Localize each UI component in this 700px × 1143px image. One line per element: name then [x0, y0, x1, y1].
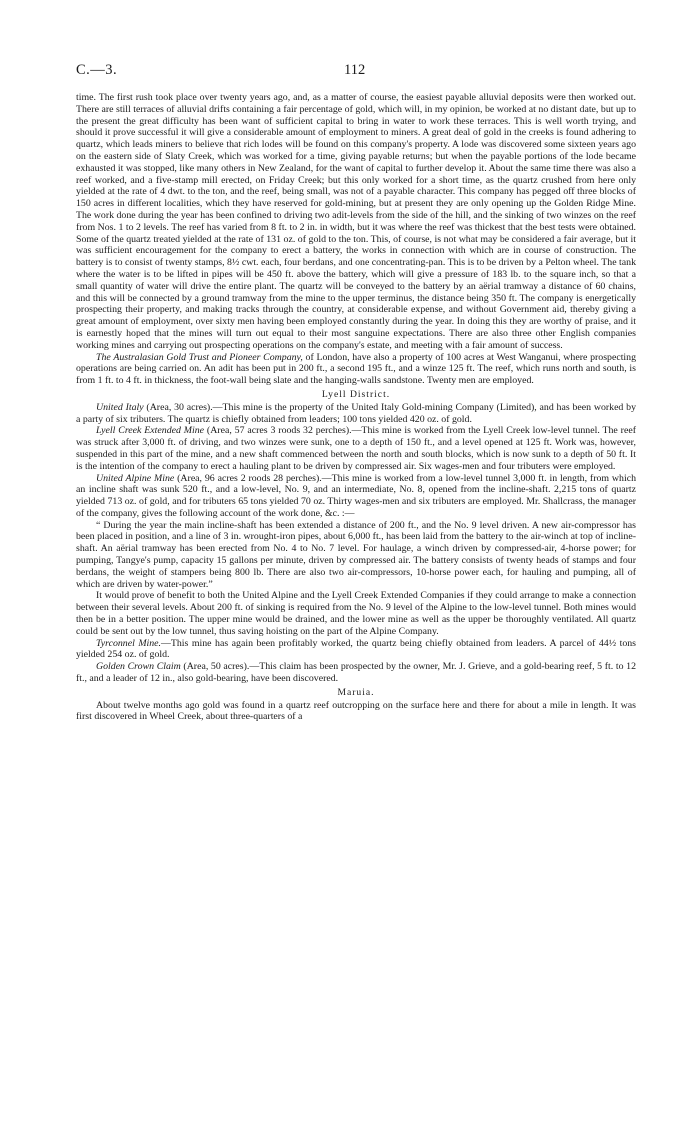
paragraph-lyell-creek-extended: [76, 425, 636, 472]
paragraph-text: of London, have also a property of 100 acres at West Wanganui, where prospecting operations are being carried on. An adit has been put in 200 ft., a second 195 ft., and a winze 125 ft. The reef, which runs north and south, is from 1 ft. to 4 ft. in thickness, the foot-wall being slate and the hanging-walls sandstone. Twenty men are employed.: [76, 351, 637, 387]
paragraph-text: (Area, 30 acres).—This mine is the property of the United Italy Gold-mining Company (Limited), and has been worked by a party of six tributers. The quartz is chiefly obtained from leaders; 100 tons yielded 420 oz. of gold.: [76, 401, 636, 425]
company-name: The Australasian Gold Trust and Pioneer Company,: [96, 351, 303, 363]
paragraph-text: About twelve months ago gold was found in a quartz reef outcropping on the surface here and there for about a mile in length. It was first discovered in Wheel Creek, about three-quarters of a: [76, 699, 636, 723]
paragraph-golden-ridge: [76, 92, 636, 352]
paragraph-text: (Area, 96 acres 2 roods 28 perches).—This mine is worked from a low-level tunnel 3,000 ft. in length, from which an incline shaft was sunk 520 ft., and a low-level, No. 9, and an intermediate, No. 8, opened from the incline-shaft. 2,215 tons of quartz yielded 713 oz. of gold, and for tributers 65 tons yielded 70 oz. Thirty wages-men and six tributers are employed. Mr. Shallcrass, the manager of the company, gives the following account of the work done, &c. :—: [76, 472, 636, 519]
section-heading-maruia: Maruia.: [337, 686, 375, 698]
document-reference: C.—3.: [76, 62, 118, 78]
paragraph-manager-quote: [76, 520, 636, 591]
paragraph-connection-proposal: [76, 590, 636, 637]
paragraph-text: —This mine has again been profitably worked, the quartz being chiefly obtained from leaders. A parcel of 44½ tons yielded 254 oz. of gold.: [76, 637, 636, 661]
paragraph-text: It would prove of benefit to both the United Alpine and the Lyell Creek Extended Companies if they could arrange to make a connection between their several levels. About 200 ft. of sinking is required from the No. 9 level of the Alpine to the low-level tunnel. Both mines would then be in a better position. The upper mine would be drained, and the lower mine as well as the upper be thoroughly ventilated. All quartz could be sent out by the low tunnel, thus saving hoisting on the part of the Alpine Company.: [76, 590, 636, 637]
paragraph-australasian-gold-trust: [76, 352, 636, 387]
paragraph-text: (Area, 57 acres 3 roods 32 perches).—This mine is worked from the Lyell Creek low-level tunnel. The reef was struck after 3,000 ft. of driving, and two winzes were sunk, one to a depth of 150 ft., and a level opened at 125 ft. Work was, however, suspended in this part of the mine, and a new shaft commenced between the north and south blocks, which is now sunk to a depth of 50 ft. It is the intention of the company to erect a hauling plant to be driven by compressed air. Six wages-men and four tributers were employed.: [76, 425, 636, 472]
mine-name: Tyrconnel Mine.: [96, 637, 162, 649]
paragraph-united-italy: [76, 402, 636, 426]
page-number: 112: [344, 62, 366, 78]
mine-name: United Italy: [96, 401, 144, 413]
paragraph-text: (Area, 50 acres).—This claim has been prospected by the owner, Mr. J. Grieve, and a gold-bearing reef, 5 ft. to 12 ft., and a leader of 12 in., also gold-bearing, have been discovered.: [76, 661, 636, 685]
section-heading-lyell-district: Lyell District.: [321, 388, 391, 400]
paragraph-tyrconnel: [76, 638, 636, 662]
mine-name: Lyell Creek Extended Mine: [96, 425, 205, 437]
page-header: [76, 62, 636, 80]
paragraph-text: time. The first rush took place over twenty years ago, and, as a matter of course, the easiest payable alluvial deposits were then worked out. There are still terraces of alluvial drifts containing a fair percentage of gold, which will, in my opinion, be worked at no distant date, but up to the present the great difficulty has been want of sufficient capital to bring in water to work these terraces. This is well worth trying, and should it prove successful it will give a considerable amount of employment to miners. A great deal of gold in the creeks is found adhering to quartz, which leads miners to believe that rich lodes will be found on this company's property. A lode was discovered some sixteen years ago on the eastern side of Slaty Creek, which was worked for a time, giving payable returns; but when the payable portions of the lode became exhausted it was stopped, like many others in New Zealand, for the want of capital to further develop it. About the same time there was also a reef worked, and a five-stamp mill erected, on Friday Creek; but this only worked for a short time, as the quartz crushed from here only yielded at the rate of 4 dwt. to the ton, and the reef, being small, was not of a payable character. This company has pegged off three blocks of 150 acres in different localities, which they have reserved for gold-mining, but at present they are only opening up the Golden Ridge Mine. The work done during the year has been confined to driving two adit-levels from the side of the hill, and the sinking of two winzes on the reef from Nos. 1 to 2 levels. The reef has varied from 8 ft. to 2 in. in width, but it was where the reef was thickest that the best tests were obtained. Some of the quartz treated yielded at the rate of 131 oz. of gold to the ton. This, of course, is not what may be considered a fair average, but it was sufficient encouragement for the company to erect a battery, the works in connection with which are in course of construction. The battery is to consist of twenty stamps, 8½ cwt. each, four berdans, and one concentrating-pan. This is to be driven by a Pelton wheel. The tank where the water is to be lifted in pipes will be 450 ft. above the battery, which will give a pressure of 183 lb. to the square inch, so that a small quantity of water will drive the entire plant. The quartz will be conveyed to the battery by an aërial tramway a distance of 60 chains, and this will be connected by a ground tramway from the mine to the upper terminus, the distance being 350 ft. The company is energetically prospecting their property, and making tracks through the country, at considerable expense, and without Government aid, thereby giving a great amount of employment, over sixty men having been employed constantly during the year. In doing this they are worthy of praise, and it is earnestly hoped that the mines will turn out equal to their most sanguine expectations. There are also three other English companies working mines and carrying out prospecting operations on the company's estate, and meeting with a fair amount of success.: [76, 92, 636, 351]
paragraph-text: “ During the year the main incline-shaft has been extended a distance of 200 ft., and the No. 9 level driven. A new air-compressor has been placed in position, and a line of 3 in. wrought-iron pipes, about 6,000 ft., has been laid from the battery to the air-winch at top of incline-shaft. An aërial tramway has been erected from No. 4 to No. 7 level. For haulage, a winch driven by compressed-air, 4-horse power; for pumping, Tangye's pump, capacity 15 gallons per minute, driven by compressed air. The battery consists of twenty heads of stamps and four berdans, the weight of stampers being 800 lb. There are also two air-compressors, 10-horse power each, for hauling and pumping, all of which are driven by water-power.”: [76, 519, 636, 590]
paragraph-golden-crown: [76, 661, 636, 685]
mine-name: United Alpine Mine: [96, 472, 175, 484]
paragraph-maruia: [76, 700, 636, 724]
claim-name: Golden Crown Claim: [96, 661, 181, 673]
paragraph-united-alpine: [76, 473, 636, 520]
report-body: [76, 92, 636, 723]
